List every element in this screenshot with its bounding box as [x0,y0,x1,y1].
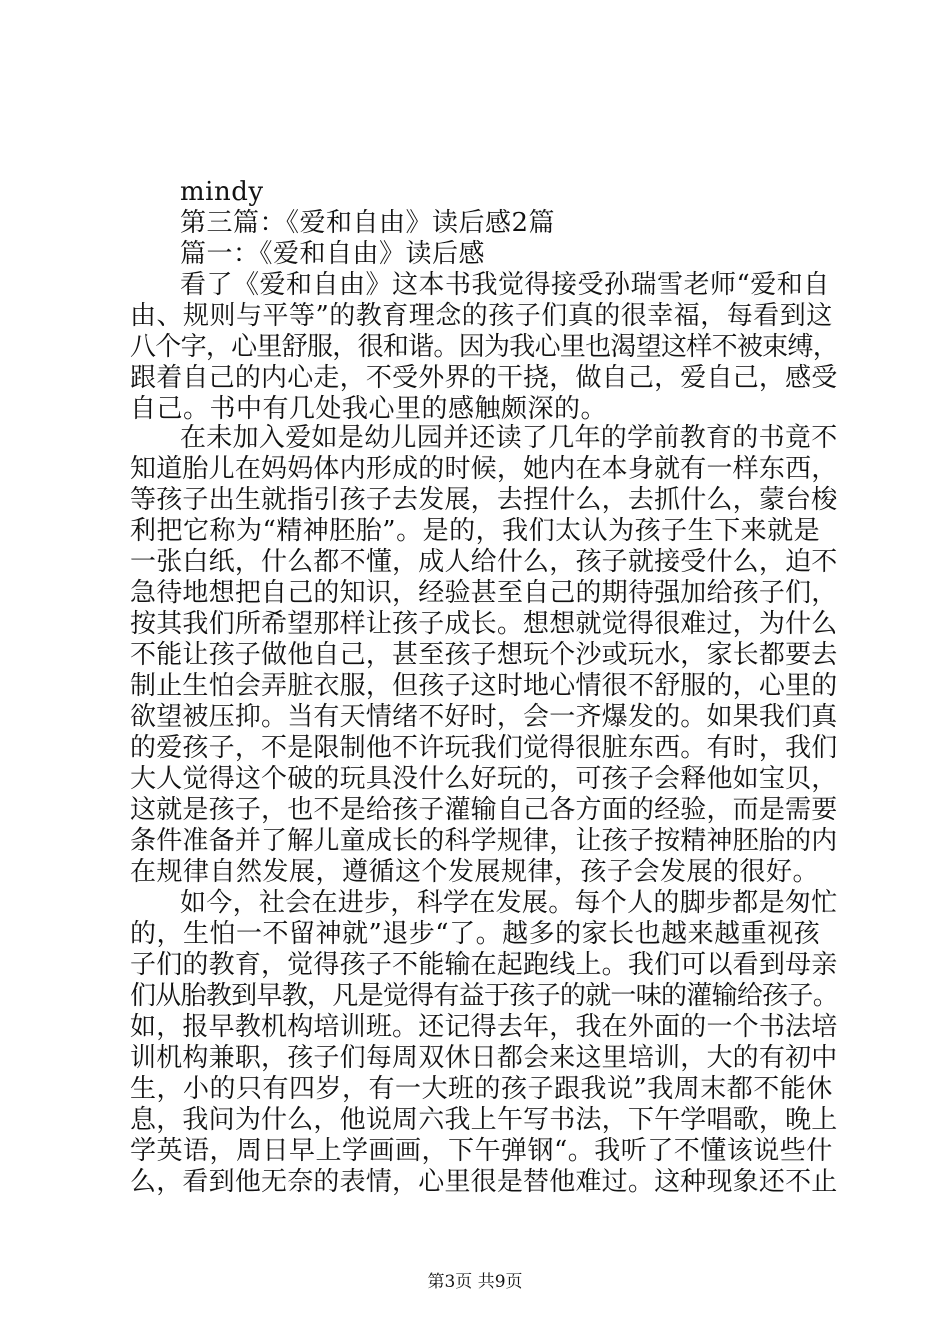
paragraph-line: 一张白纸，什么都不懂，成人给什么，孩子就接受什么，迫不 [130,547,838,577]
paragraph-line: 不能让孩子做他自己，甚至孩子想玩个沙或玩水，家长都要去 [130,640,838,670]
paragraph-line: 如今，社会在进步，科学在发展。每个人的脚步都是匆忙 [180,888,838,918]
paragraph-line: 知道胎儿在妈妈体内形成的时候，她内在本身就有一样东西， [130,454,838,484]
paragraph-line: 看了《爱和自由》这本书我觉得接受孙瑞雪老师“爱和自 [180,270,830,300]
paragraph-line: 的，生怕一不留神就”退步“了。越多的家长也越来越重视孩 [130,919,821,949]
paragraph-line: 跟着自己的内心走，不受外界的干挠，做自己，爱自己，感受 [130,363,838,393]
paragraph-line: 八个字，心里舒服，很和谐。因为我心里也渴望这样不被束缚， [130,332,839,362]
paragraph-line: 学英语，周日早上学画画，下午弹钢“。我听了不懂该说些什 [130,1136,833,1166]
paragraph-line: 在未加入爱如是幼儿园并还读了几年的学前教育的书竟不 [180,423,838,453]
author-line: mindy [180,177,264,207]
paragraph-line: 们从胎教到早教，凡是觉得有益于孩子的就一味的灌输给孩子。 [130,981,839,1011]
paragraph-line: 自己。书中有几处我心里的感触颇深的。 [130,394,608,424]
section-heading: 第三篇：《爱和自由》读后感2篇 [180,208,556,238]
paragraph-line: 子们的教育，觉得孩子不能输在起跑线上。我们可以看到母亲 [130,950,838,980]
paragraph-line: 利把它称为“精神胚胎”。是的，我们太认为孩子生下来就是 [130,516,821,546]
page-number-footer: 第3页 共9页 [427,1272,523,1292]
paragraph-line: 么，看到他无奈的表情，心里很是替他难过。这种现象还不止 [130,1167,838,1197]
paragraph-line: 在规律自然发展，遵循这个发展规律，孩子会发展的很好。 [130,857,820,887]
paragraph-line: 这就是孩子，也不是给孩子灌输自己各方面的经验，而是需要 [130,795,838,825]
paragraph-line: 的爱孩子，不是限制他不许玩我们觉得很脏东西。有时，我们 [130,733,838,763]
paragraph-line: 欲望被压抑。当有天情绪不好时，会一齐爆发的。如果我们真 [130,702,838,732]
paragraph-line: 息，我问为什么，他说周六我上午写书法，下午学唱歌，晚上 [130,1105,838,1135]
paragraph-line: 按其我们所希望那样让孩子成长。想想就觉得很难过，为什么 [130,609,838,639]
paragraph-line: 大人觉得这个破的玩具没什么好玩的，可孩子会释他如宝贝， [130,764,838,794]
paragraph-line: 等孩子出生就指引孩子去发展，去捏什么，去抓什么，蒙台梭 [130,485,838,515]
paragraph-line: 急待地想把自己的知识，经验甚至自己的期待强加给孩子们， [130,578,838,608]
paragraph-line: 如，报早教机构培训班。还记得去年，我在外面的一个书法培 [130,1012,838,1042]
paragraph-line: 生，小的只有四岁，有一大班的孩子跟我说”我周末都不能休 [130,1074,833,1104]
article-heading: 篇一：《爱和自由》读后感 [180,239,486,269]
paragraph-line: 制止生怕会弄脏衣服，但孩子这时地心情很不舒服的，心里的 [130,671,838,701]
paragraph-line: 由、规则与平等”的教育理念的孩子们真的很幸福，每看到这 [130,301,833,331]
paragraph-line: 条件准备并了解儿童成长的科学规律，让孩子按精神胚胎的内 [130,826,838,856]
paragraph-line: 训机构兼职，孩子们每周双休日都会来这里培训，大的有初中 [130,1043,838,1073]
